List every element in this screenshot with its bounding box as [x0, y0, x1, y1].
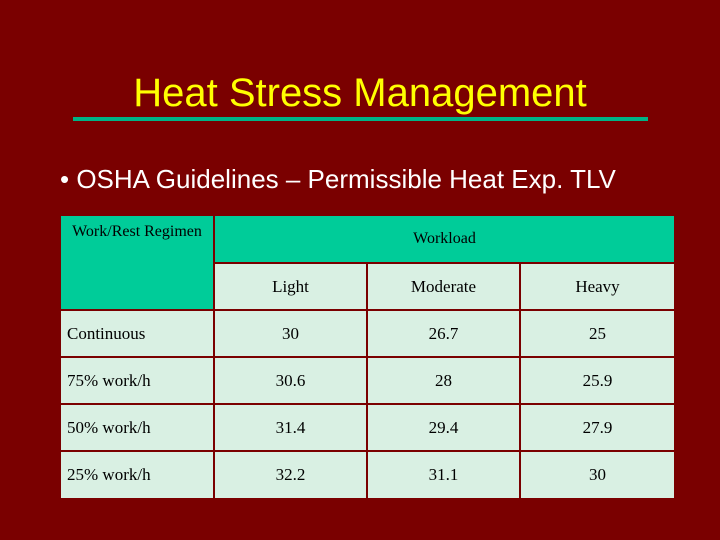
heat-exposure-table [59, 214, 676, 500]
slide-title: Heat Stress Management [133, 71, 587, 115]
row-label: 50% work/h [60, 404, 214, 451]
cell-heavy: 25.9 [520, 357, 675, 404]
table-row [60, 357, 675, 404]
table-row [60, 451, 675, 499]
cell-heavy: 30 [520, 451, 675, 499]
cell-light: 31.4 [214, 404, 367, 451]
regimen-header: Work/Rest Regimen [60, 215, 214, 310]
cell-moderate: 29.4 [367, 404, 520, 451]
row-label: Continuous [60, 310, 214, 357]
cell-light: 30.6 [214, 357, 367, 404]
cell-light: 32.2 [214, 451, 367, 499]
row-label: 25% work/h [60, 451, 214, 499]
column-header-light: Light [214, 263, 367, 310]
column-header-moderate: Moderate [367, 263, 520, 310]
table-row [60, 404, 675, 451]
cell-heavy: 25 [520, 310, 675, 357]
cell-light: 30 [214, 310, 367, 357]
title-underline [73, 117, 648, 121]
row-label: 75% work/h [60, 357, 214, 404]
cell-heavy: 27.9 [520, 404, 675, 451]
workload-header: Workload [214, 215, 675, 263]
cell-moderate: 26.7 [367, 310, 520, 357]
cell-moderate: 31.1 [367, 451, 520, 499]
bullet-text: • OSHA Guidelines – Permissible Heat Exp. TLV [60, 164, 616, 194]
column-header-heavy: Heavy [520, 263, 675, 310]
table-row [60, 310, 675, 357]
cell-moderate: 28 [367, 357, 520, 404]
